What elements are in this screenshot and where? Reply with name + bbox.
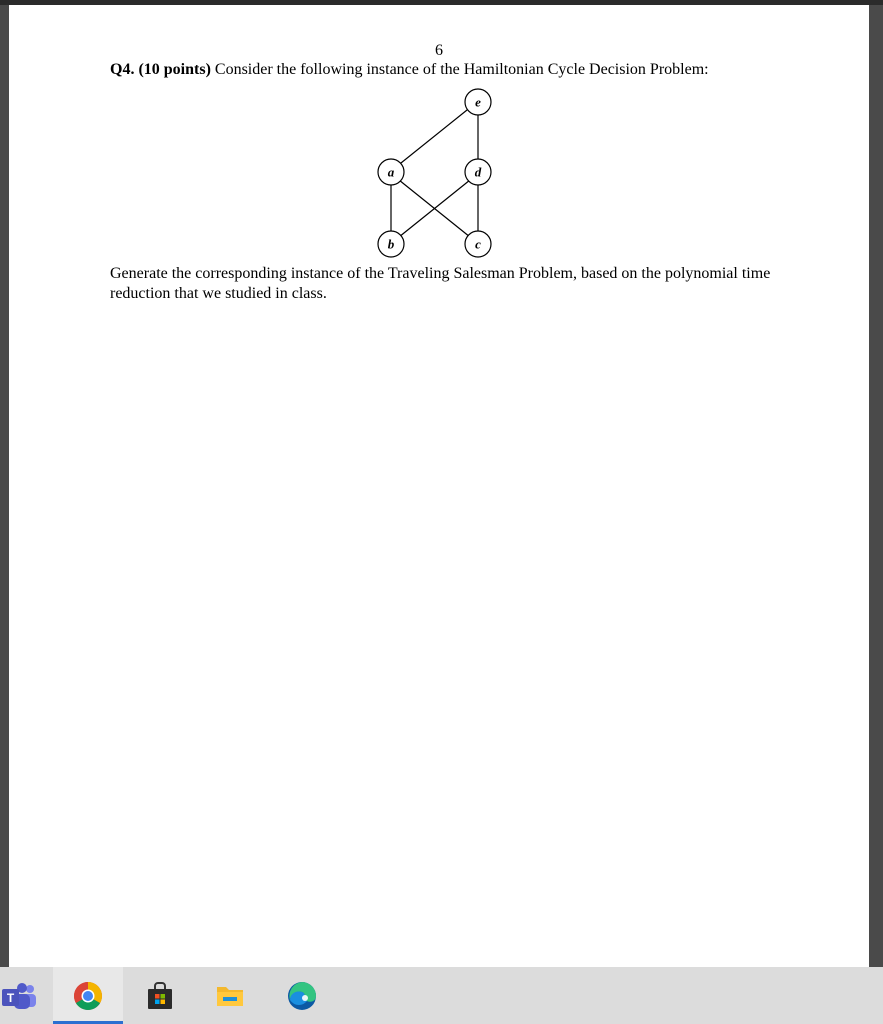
node-e xyxy=(465,89,491,115)
node-a xyxy=(378,159,404,185)
question-label: Q4. xyxy=(110,61,135,78)
node-b xyxy=(378,231,404,257)
instructions-text: Generate the corresponding instance of the Traveling Salesman Problem, based on the polynomial time reduction that we studied in class. xyxy=(110,265,771,302)
node-a-label: a xyxy=(387,164,395,180)
question-points: (10 points) xyxy=(138,61,211,78)
node-d-label: d xyxy=(474,164,482,180)
taskbar xyxy=(0,967,883,1024)
chrome-icon[interactable] xyxy=(53,967,123,1024)
node-c-label: c xyxy=(475,236,481,252)
node-b-label: b xyxy=(387,236,395,252)
teams-icon[interactable] xyxy=(0,967,40,1024)
node-e-label: e xyxy=(475,94,481,110)
file-explorer-icon[interactable] xyxy=(210,967,250,1024)
store-icon[interactable] xyxy=(140,967,180,1024)
svg-text:T: T xyxy=(6,990,15,1005)
node-d xyxy=(465,159,491,185)
edge-a-e xyxy=(391,102,477,171)
hamiltonian-graph xyxy=(349,87,509,267)
document-page xyxy=(9,5,869,967)
viewer-right-edge xyxy=(869,5,883,967)
node-c xyxy=(465,231,491,257)
question-body: Consider the following instance of the Hamiltonian Cycle Decision Problem: xyxy=(210,61,709,78)
question-text xyxy=(110,61,709,79)
edge-icon[interactable] xyxy=(282,967,322,1024)
page-number: 6 xyxy=(435,42,443,59)
